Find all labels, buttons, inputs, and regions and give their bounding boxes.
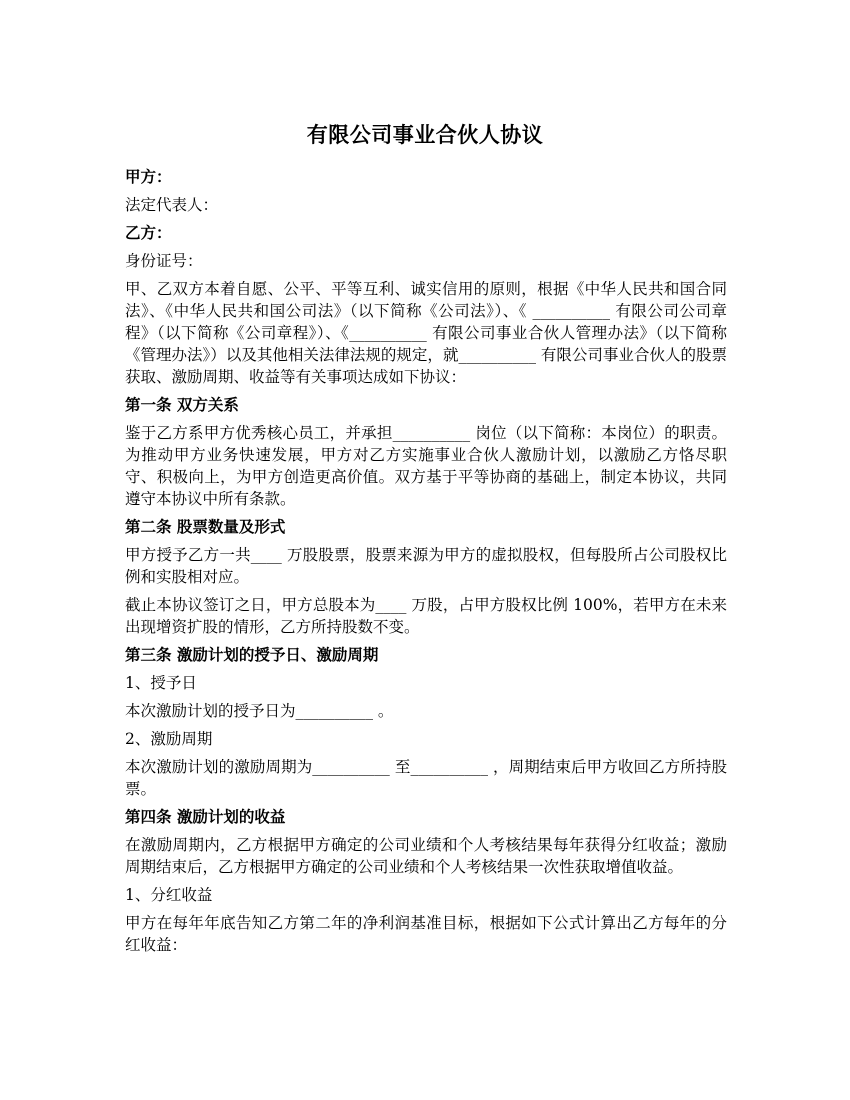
- article-4-heading: 第四条 激励计划的收益: [125, 808, 286, 826]
- preamble-paragraph: 甲、乙双方本着自愿、公平、平等互利、诚实信用的原则，根据《中华人民共和国合同法》、《中华人民共和国公司法》（以下简称《公司法》）、《 __________ 有限公司公司章程》（以下简称《公司章程》）、《__________ 有限公司事业合伙人管理办法》（以下简称《管理办法》）以及其他相关法律法规的规定，就__________ 有限公司事业合伙人的股票获取、激励周期、收益等有关事项达成如下协议：: [125, 280, 727, 386]
- article-4-subheading-1: 1、分红收益: [125, 886, 213, 904]
- legal-representative-field: 法定代表人：: [125, 196, 219, 214]
- article-3-incentive-period: 本次激励计划的激励周期为__________ 至__________ ，周期结束后甲方收回乙方所持股票。: [125, 758, 727, 798]
- document-title: 有限公司事业合伙人协议: [306, 123, 544, 147]
- document-body: [125, 166, 727, 962]
- article-1-heading: 第一条 双方关系: [125, 396, 239, 414]
- article-4-paragraph: 在激励周期内，乙方根据甲方确定的公司业绩和个人考核结果每年获得分红收益；激励周期结束后，乙方根据甲方确定的公司业绩和个人考核结果一次性获取增值收益。: [125, 836, 727, 876]
- article-2-paragraph-1: 甲方授予乙方一共____ 万股股票，股票来源为甲方的虚拟股权，但每股所占公司股权比例和实股相对应。: [125, 546, 727, 586]
- article-3-subheading-1: 1、授予日: [125, 674, 197, 692]
- party-a-label: 甲方：: [125, 168, 172, 186]
- article-4-dividend-text: 甲方在每年年底告知乙方第二年的净利润基准目标，根据如下公式计算出乙方每年的分红收益：: [125, 914, 727, 954]
- id-number-field: 身份证号：: [125, 252, 203, 270]
- article-2-heading: 第二条 股票数量及形式: [125, 518, 286, 536]
- article-3-grant-date: 本次激励计划的授予日为__________ 。: [125, 702, 394, 720]
- party-b-label: 乙方：: [125, 224, 172, 242]
- article-1-paragraph: 鉴于乙方系甲方优秀核心员工，并承担__________ 岗位（以下简称：本岗位）的职责。为推动甲方业务快速发展，甲方对乙方实施事业合伙人激励计划，以激励乙方恪尽职守、积极向上，为甲方创造更高价值。双方基于平等协商的基础上，制定本协议，共同遵守本协议中所有条款。: [125, 424, 727, 508]
- article-2-paragraph-2: 截止本协议签订之日，甲方总股本为____ 万股，占甲方股权比例 100%，若甲方在未来出现增资扩股的情形，乙方所持股数不变。: [125, 596, 727, 636]
- article-3-subheading-2: 2、激励周期: [125, 730, 213, 748]
- article-3-heading: 第三条 激励计划的授予日、激励周期: [125, 646, 379, 664]
